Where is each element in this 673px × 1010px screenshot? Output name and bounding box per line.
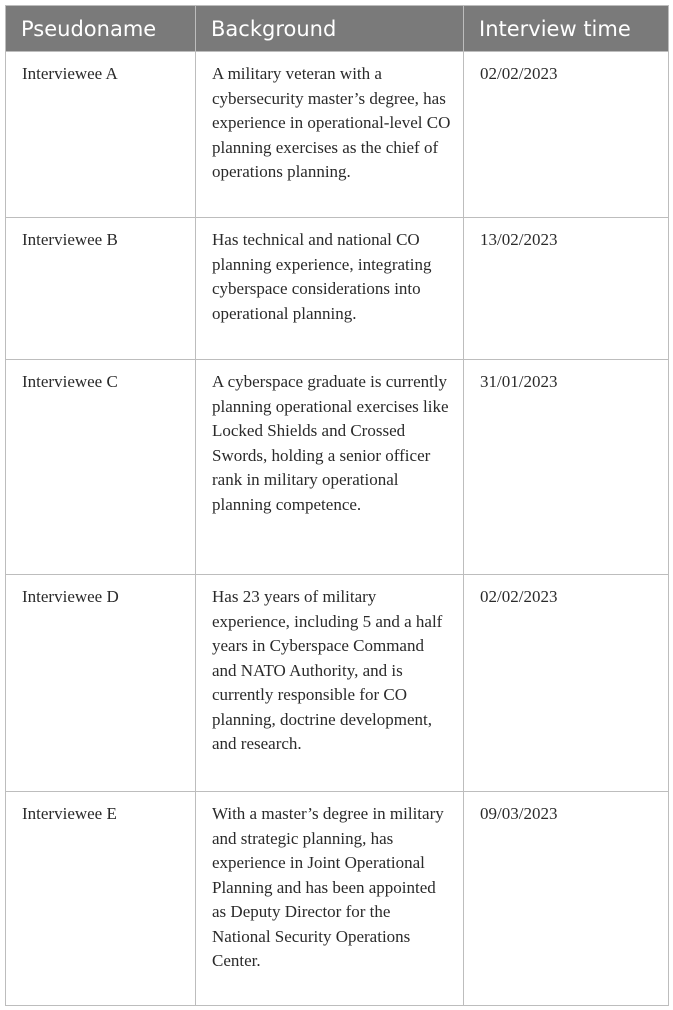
cell-pseudoname: Interviewee E — [6, 792, 196, 1006]
cell-interview-time: 09/03/2023 — [464, 792, 669, 1006]
cell-pseudoname: Interviewee C — [6, 360, 196, 575]
header-background: Background — [196, 6, 464, 52]
table-row — [6, 218, 669, 360]
cell-background: A military veteran with a cybersecurity master’s degree, has experience in operational-level CO planning exercises as the chief of operations planning. — [196, 52, 464, 218]
table-header-row — [6, 6, 669, 52]
header-interview-time: Interview time — [464, 6, 669, 52]
cell-interview-time: 02/02/2023 — [464, 575, 669, 792]
cell-background: Has 23 years of military experience, including 5 and a half years in Cyberspace Command and NATO Authority, and is currently responsible for CO planning, doctrine development, and research. — [196, 575, 464, 792]
cell-interview-time: 13/02/2023 — [464, 218, 669, 360]
table-row — [6, 52, 669, 218]
cell-background: Has technical and national CO planning experience, integrating cyberspace considerations into operational planning. — [196, 218, 464, 360]
interviewee-table — [5, 5, 669, 1006]
table-row — [6, 360, 669, 575]
cell-background: A cyberspace graduate is currently planning operational exercises like Locked Shields and Crossed Swords, holding a senior officer rank in military operational planning competence. — [196, 360, 464, 575]
table-row — [6, 575, 669, 792]
cell-background: With a master’s degree in military and strategic planning, has experience in Joint Operational Planning and has been appointed as Deputy Director for the National Security Operations Center. — [196, 792, 464, 1006]
cell-interview-time: 31/01/2023 — [464, 360, 669, 575]
header-pseudoname: Pseudoname — [6, 6, 196, 52]
cell-pseudoname: Interviewee B — [6, 218, 196, 360]
cell-pseudoname: Interviewee D — [6, 575, 196, 792]
cell-interview-time: 02/02/2023 — [464, 52, 669, 218]
cell-pseudoname: Interviewee A — [6, 52, 196, 218]
table-row — [6, 792, 669, 1006]
